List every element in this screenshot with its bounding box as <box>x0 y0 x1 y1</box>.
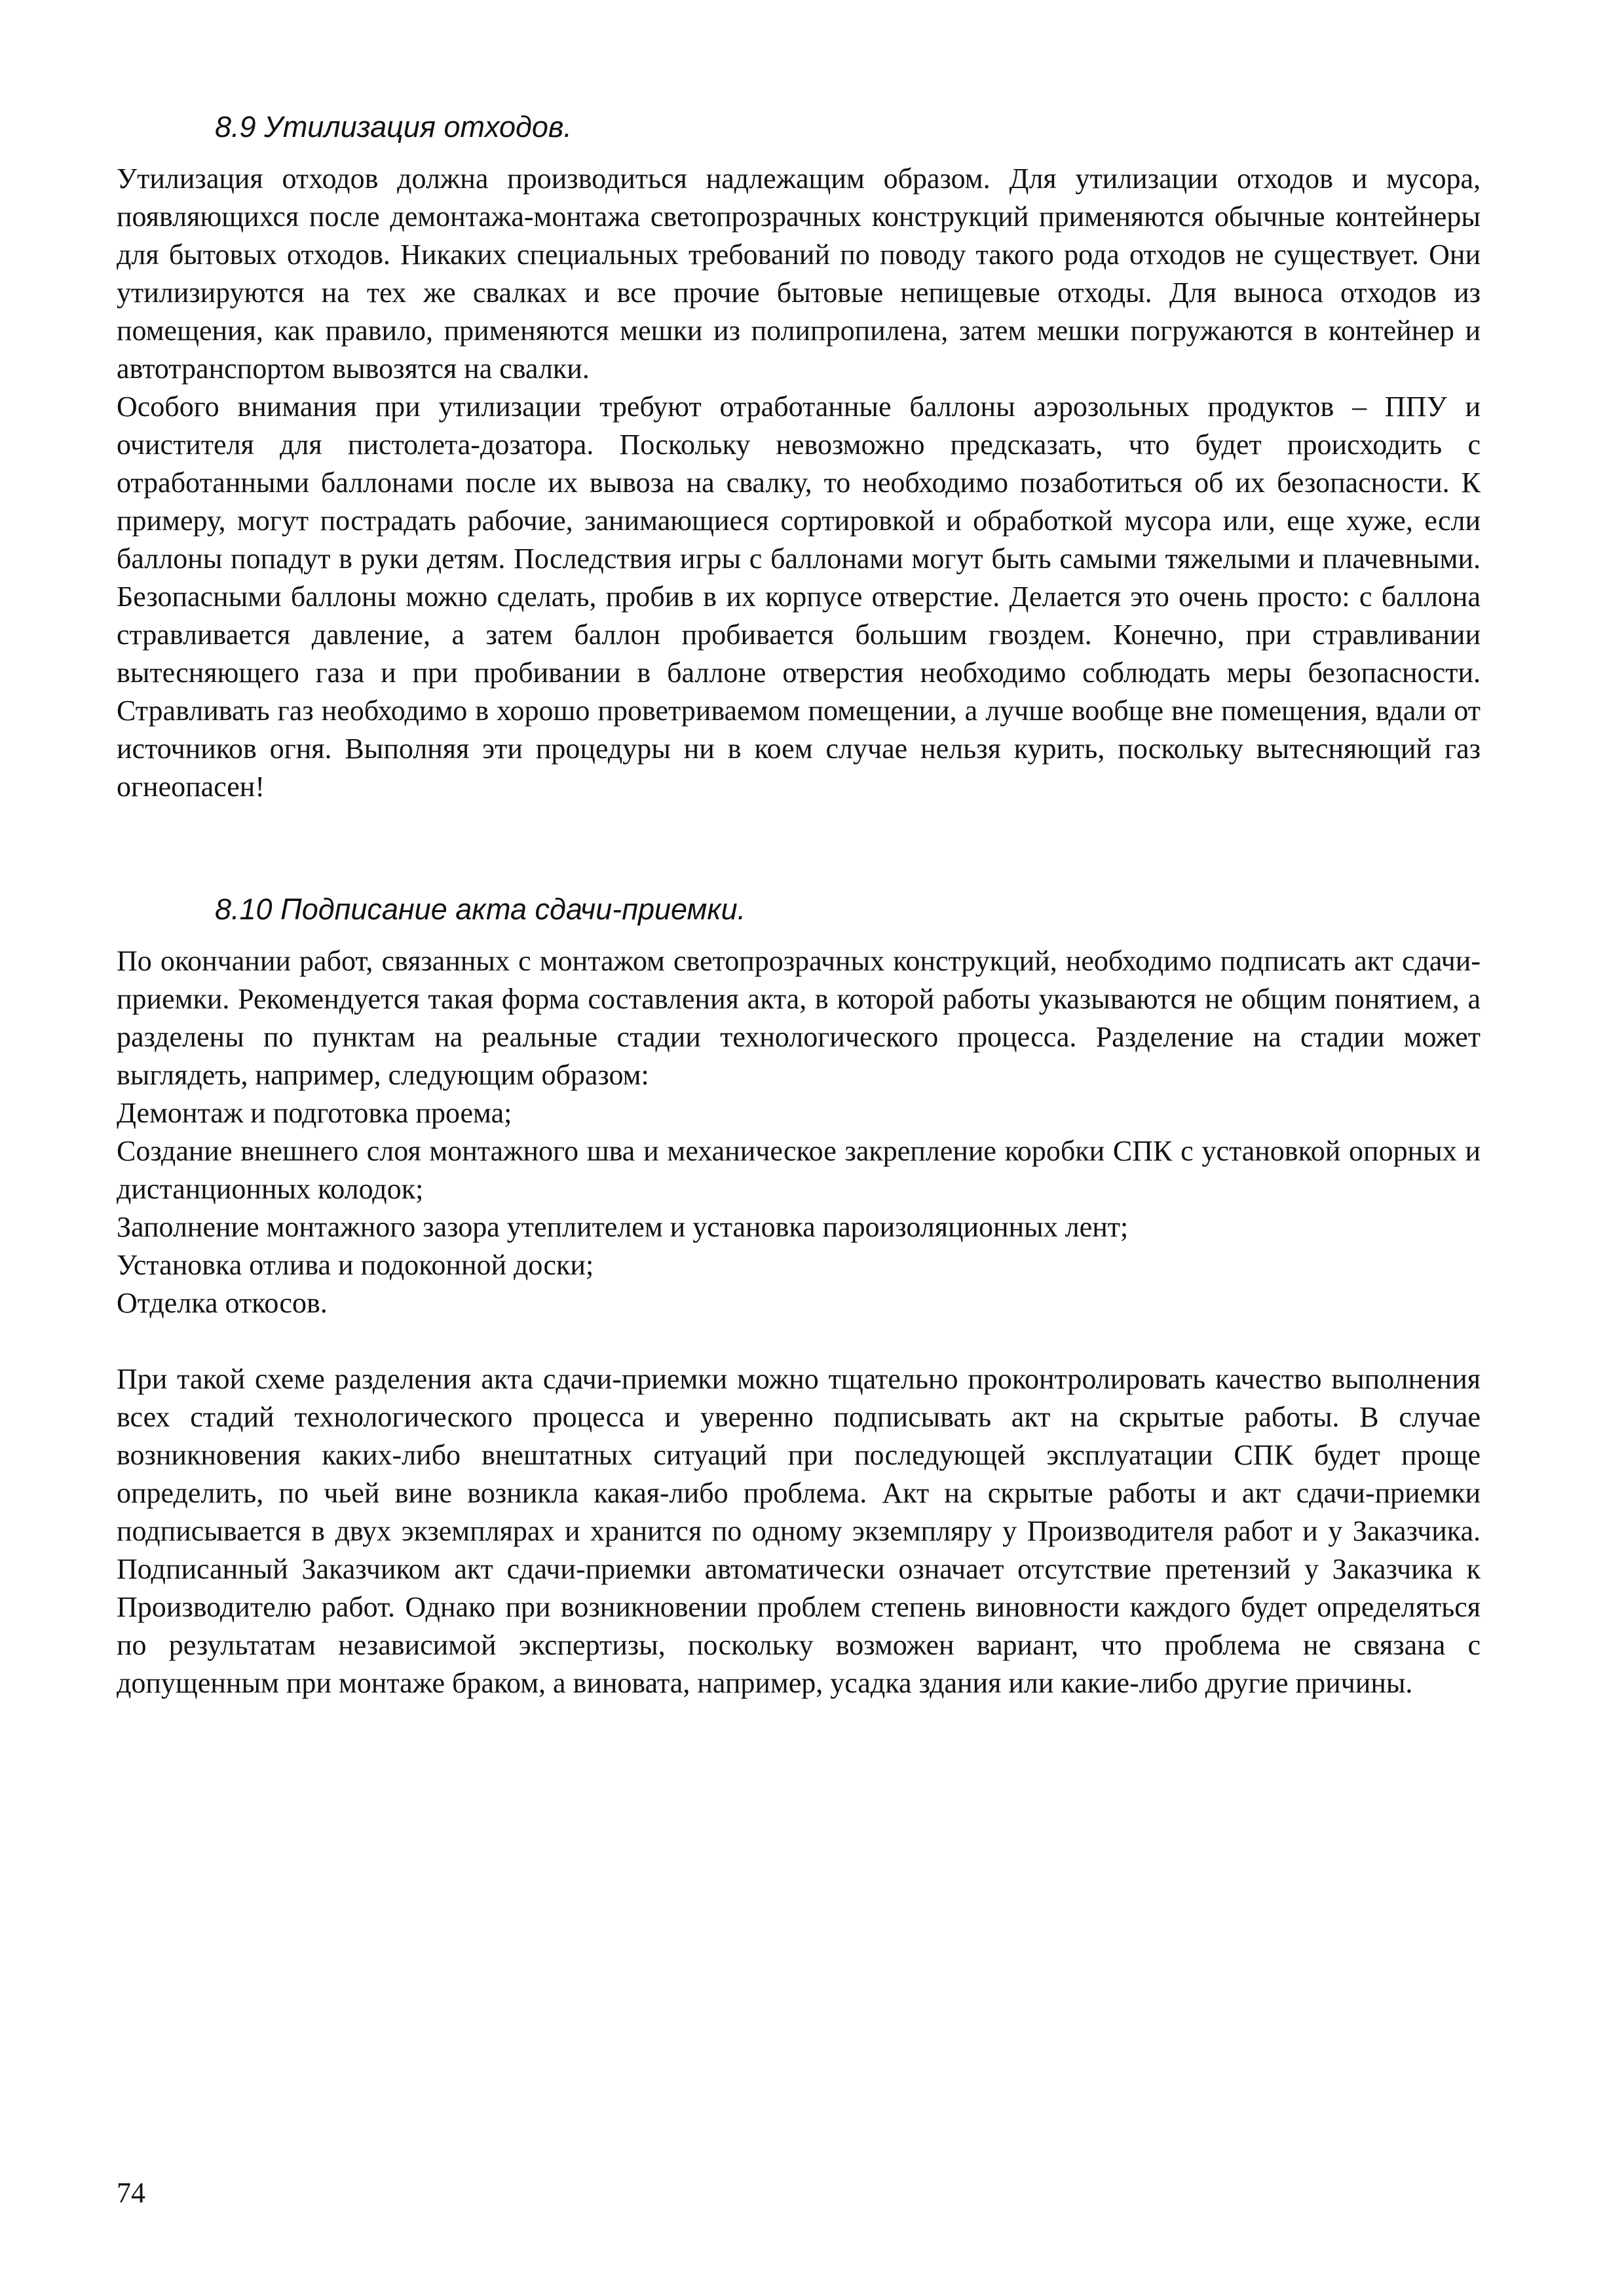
page-content <box>117 105 1481 1702</box>
stage-item-gap-filling: Заполнение монтажного зазора утеплителем и установка пароизоляционных лент; <box>117 1211 1129 1243</box>
section-spacer <box>117 806 1481 887</box>
paragraph-acceptance-intro: По окончании работ, связанных с монтажом светопрозрачных конструкций, необходимо подписать акт сдачи-приемки. Рекомендуется такая форма составления акта, в которой работы указываются не общим понятием, а разделены по пунктам на реальные стадии технологического процесса. Разделение на стадии может выглядеть, например, следующим образом: <box>117 945 1481 1091</box>
stage-item-sill-installation: Установка отлива и подоконной доски; <box>117 1249 594 1281</box>
paragraph-acceptance-conclusion: При такой схеме разделения акта сдачи-приемки можно тщательно проконтролировать качество выполнения всех стадий технологического процесса и уверенно подписывать акт на скрытые работы. В случае возникновения каких-либо внештатных ситуаций при последующей эксплуатации СПК будет проще определить, по чьей вине возникла какая-либо проблема. Акт на скрытые работы и акт сдачи-приемки подписывается в двух экземплярах и хранится по одному экземпляру у Производителя работ и у Заказчика. Подписанный Заказчиком акт сдачи-приемки автоматически означает отсутствие претензий у Заказчика к Производителю работ. Однако при возникновении проблем степень виновности каждого будет определяться по результатам независимой экспертизы, поскольку возможен вариант, что проблема не связана с допущенным при монтаже браком, а виновата, например, усадка здания или какие-либо другие причины. <box>117 1363 1481 1699</box>
section-title-8-9: 8.9 Утилизация отходов. <box>215 110 572 144</box>
paragraph-waste-disposal: Утилизация отходов должна производиться надлежащим образом. Для утилизации отходов и мусора, появляющихся после демонтажа-монтажа светопрозрачных конструкций применяются обычные контейнеры для бытовых отходов. Никаких специальных требований по поводу такого рода отходов не существует. Они утилизируются на тех же свалках и все прочие бытовые непищевые отходы. Для выноса отходов из помещения, как правило, применяются мешки из полипропилена, затем мешки погружаются в контейнер и автотранспортом вывозятся на свалки. <box>117 163 1481 385</box>
paragraph-spacer <box>117 1322 1481 1360</box>
stage-item-outer-seal-layer: Создание внешнего слоя монтажного шва и механическое закрепление коробки СПК с установкой опорных и дистанционных колодок; <box>117 1135 1481 1205</box>
page-number: 74 <box>117 2177 145 2209</box>
paragraph-aerosol-cylinders: Особого внимания при утилизации требуют отработанные баллоны аэрозольных продуктов – ППУ и очистителя для пистолета-дозатора. Поскольку невозможно предсказать, что будет происходить с отработанными баллонами после их вывоза на свалку, то необходимо позаботиться об их безопасности. К примеру, могут пострадать рабочие, занимающиеся сортировкой и обработкой мусора или, еще хуже, если баллоны попадут в руки детям. Последствия игры с баллонами могут быть самыми тяжелыми и плачевными. Безопасными баллоны можно сделать, пробив в их корпусе отверстие. Делается это очень просто: с баллона стравливается давление, а затем баллон пробивается большим гвоздем. Конечно, при стравливании вытесняющего газа и при пробивании в баллоне отверстия необходимо соблюдать меры безопасности. Стравливать газ необходимо в хорошо проветриваемом помещении, а лучше вообще вне помещения, вдали от источников огня. Выполняя эти процедуры ни в коем случае нельзя курить, поскольку вытесняющий газ огнеопасен! <box>117 391 1481 803</box>
stage-item-dismantling: Демонтаж и подготовка проема; <box>117 1097 512 1129</box>
stage-item-slope-finishing: Отделка откосов. <box>117 1287 328 1319</box>
section-title-8-10: 8.10 Подписание акта сдачи-приемки. <box>215 892 746 926</box>
